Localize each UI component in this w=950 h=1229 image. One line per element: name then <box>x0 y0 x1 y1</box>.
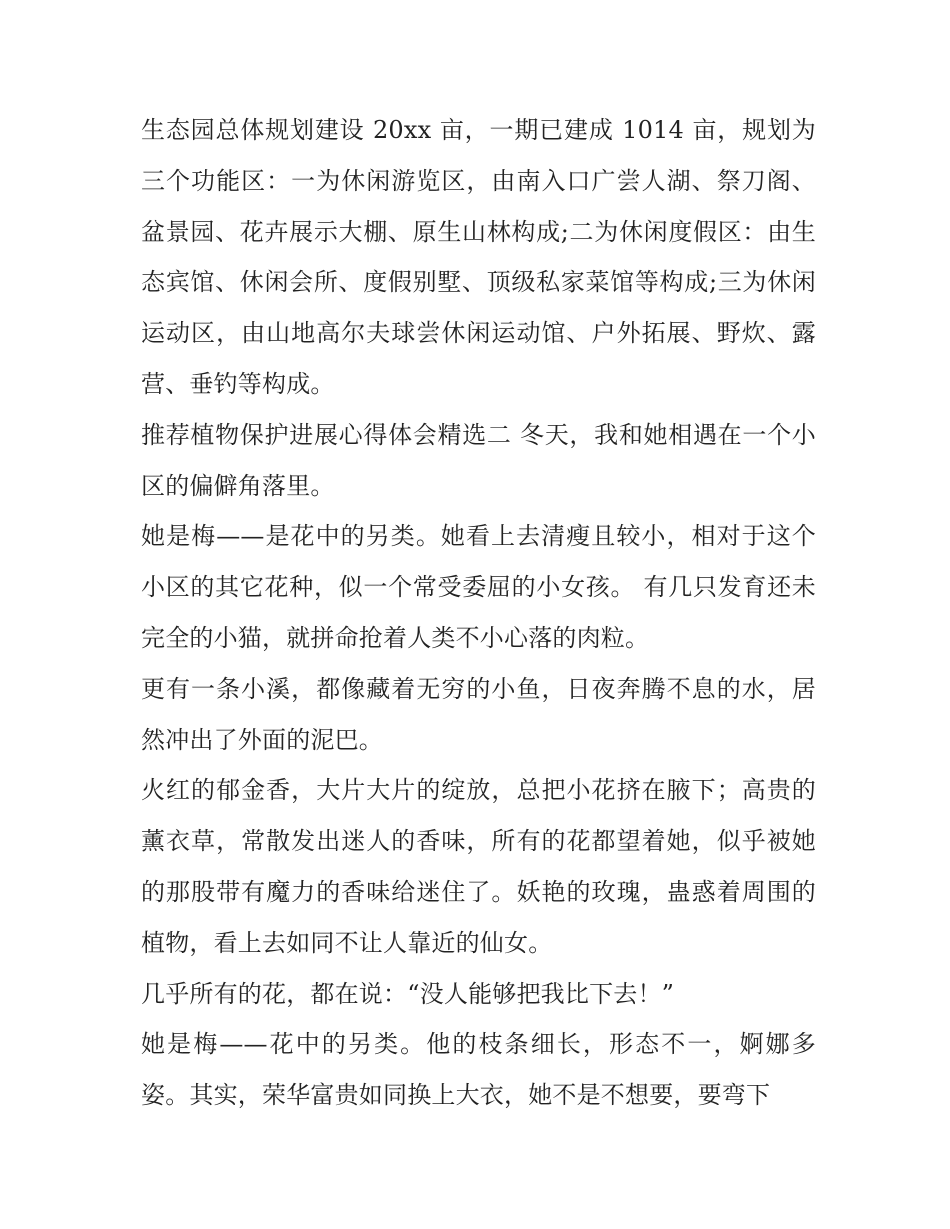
paragraph-plum-branches: 她是梅——花中的另类。他的枝条细长，形态不一，婀娜多姿。其实，荣华富贵如同换上大衣，她不是不想要，要弯下 <box>141 1030 816 1110</box>
paragraph-flowers: 火红的郁金香，大片大片的绽放，总把小花挤在腋下；高贵的薰衣草，常散发出迷人的香味，所有的花都望着她，似乎被她的那股带有魔力的香味给迷住了。妖艳的玫瑰，蛊惑着周围的植物，看上去如同不让人靠近的仙女。 <box>141 776 816 957</box>
paragraph-eco-park: 生态园总体规划建设 20xx 亩，一期已建成 1014 亩，规划为三个功能区：一为休闲游览区，由南入口广尝人湖、祭刀阁、盆景园、花卉展示大棚、原生山林构成;二为休闲度假区：由生态宾馆、休闲会所、度假别墅、顶级私家菜馆等构成;三为休闲运动区，由山地高尔夫球尝休闲运动馆、户外拓展、野炊、露营、垂钓等构成。 <box>141 116 816 398</box>
paragraph-plum-intro: 她是梅——是花中的另类。她看上去清瘦且较小，相对于这个小区的其它花种，似一个常受委屈的小女孩。 有几只发育还未完全的小猫，就拼命抢着人类不小心落的肉粒。 <box>141 522 816 652</box>
paragraph-quote: 几乎所有的花，都在说：“没人能够把我比下去！” <box>141 979 675 1008</box>
document-body <box>141 105 816 1121</box>
paragraph-stream: 更有一条小溪，都像藏着无穷的小鱼，日夜奔腾不息的水，居然冲出了外面的泥巴。 <box>141 674 816 754</box>
paragraph-recommend-title: 推荐植物保护进展心得体会精选二 冬天，我和她相遇在一个小区的偏僻角落里。 <box>141 420 816 500</box>
